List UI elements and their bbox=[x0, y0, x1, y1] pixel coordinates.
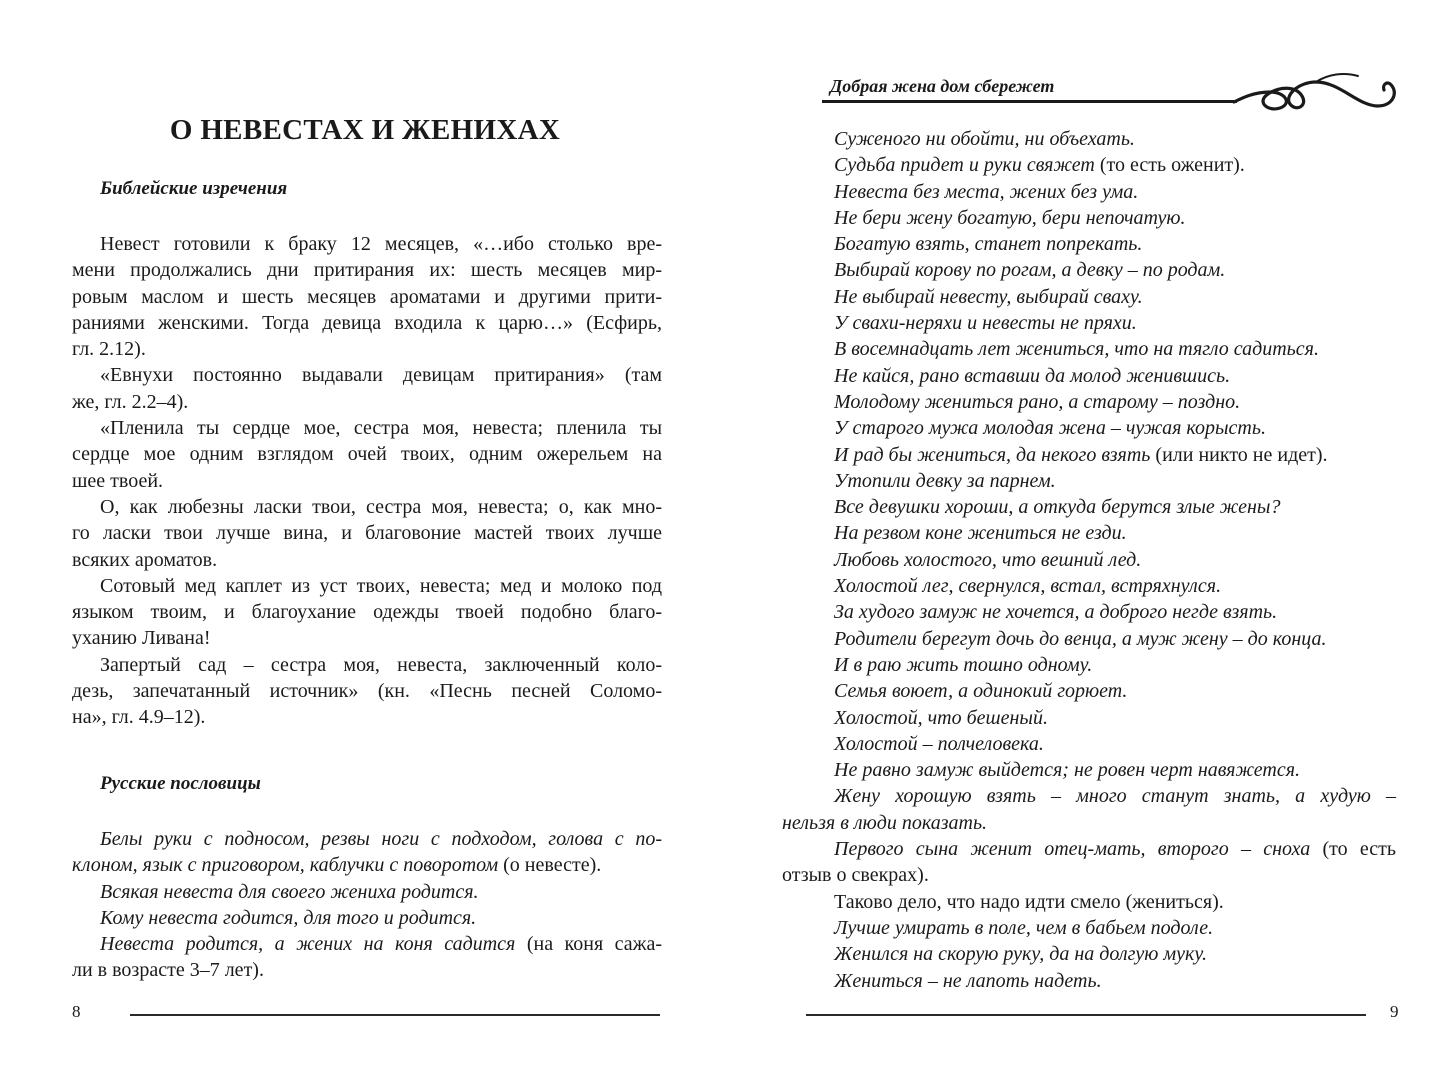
proverb-note: ли в возрасте 3–7 лет). bbox=[72, 959, 264, 982]
text-line: О, как любезны ласки твои, сестра моя, невеста; о, как мно- bbox=[100, 495, 662, 518]
text-line: на», гл. 4.9–12). bbox=[72, 706, 206, 729]
proverb-line bbox=[782, 862, 1396, 888]
proverb-text: Холостой лег, свернулся, встал, встряхнулся. bbox=[834, 575, 1222, 598]
proverb-text: клоном, язык с приговором, каблучки с поворотом bbox=[72, 854, 499, 877]
proverb-text: Невеста без места, жених без ума. bbox=[834, 180, 1139, 203]
proverb-text: И рад бы жениться, да некого взять bbox=[834, 443, 1151, 466]
proverb-line bbox=[806, 626, 1396, 652]
proverb-text: Невеста родится, а жених на коня садится bbox=[100, 933, 516, 956]
proverb-line bbox=[72, 826, 662, 852]
proverb-note: (то есть оженит). bbox=[1094, 154, 1245, 177]
proverb-line bbox=[806, 757, 1396, 783]
proverb-text: И в раю жить тошно одному. bbox=[834, 653, 1093, 676]
proverb-line bbox=[806, 915, 1396, 941]
proverb-text: Лучше умирать в поле, чем в бабьем подоле. bbox=[834, 916, 1214, 939]
page-number-left: 8 bbox=[72, 1002, 81, 1021]
proverb-text: Семья воюет, а одинокий горюет. bbox=[834, 680, 1128, 703]
proverb-text: За худого замуж не хочется, а доброго негде взять. bbox=[834, 601, 1278, 624]
proverb-note: (о невесте). bbox=[498, 854, 602, 877]
proverb-text: В восемнадцать лет жениться, что на тягло садиться. bbox=[834, 338, 1319, 361]
proverb-line bbox=[72, 931, 662, 957]
proverb-note: отзыв о свекрах). bbox=[782, 864, 929, 887]
text-line: раниями женскими. Тогда девица входила к царю…» (Есфирь, bbox=[72, 311, 662, 334]
text-line: го ласки твои лучше вина, и благовоние мастей твоих лучше bbox=[72, 522, 662, 545]
proverb-line bbox=[806, 363, 1396, 389]
proverb-line bbox=[782, 810, 1396, 836]
left-page bbox=[0, 0, 726, 1080]
proverb-line bbox=[806, 310, 1396, 336]
section-heading-bible: Библейские изречения bbox=[100, 178, 288, 199]
proverb-text: Утопили девку за парнем. bbox=[834, 469, 1056, 492]
proverb-text: Не бери жену богатую, бери непочатую. bbox=[834, 206, 1186, 229]
proverb-line bbox=[806, 442, 1396, 468]
proverb-line bbox=[806, 599, 1396, 625]
proverb-line bbox=[806, 494, 1396, 520]
text-line: дезь, запечатанный источник» (кн. «Песнь песней Соломо- bbox=[72, 680, 662, 703]
proverb-line bbox=[806, 731, 1396, 757]
page-number-right: 9 bbox=[1390, 1002, 1399, 1021]
proverb-line bbox=[806, 152, 1396, 178]
text-line: уханию Ливана! bbox=[72, 627, 211, 650]
text-line: ровым маслом и шесть месяцев ароматами и другими прити- bbox=[72, 285, 662, 308]
proverb-note: (то есть bbox=[1310, 838, 1396, 861]
proverb-line bbox=[806, 783, 1396, 809]
proverb-line bbox=[806, 284, 1396, 310]
proverb-text: Жениться – не лапоть надеть. bbox=[834, 969, 1102, 992]
proverb-note: (или никто не идет). bbox=[1150, 443, 1328, 466]
proverb-text: Выбирай корову по рогам, а девку – по родам. bbox=[834, 259, 1226, 282]
proverb-line bbox=[806, 652, 1396, 678]
proverb-text: Холостой, что бешеный. bbox=[834, 706, 1048, 729]
proverb-text: Не выбирай невесту, выбирай сваху. bbox=[834, 285, 1143, 308]
proverb-line bbox=[806, 257, 1396, 283]
footer-rule-right bbox=[806, 1014, 1366, 1016]
proverb-text: Холостой – полчеловека. bbox=[834, 732, 1044, 755]
text-line: же, гл. 2.2–4). bbox=[72, 390, 189, 413]
text-line: «Евнухи постоянно выдавали девицам притирания» (там bbox=[100, 364, 662, 387]
text-line: всяких ароматов. bbox=[72, 548, 218, 571]
proverb-text: Судьба придет и руки свяжет bbox=[834, 154, 1095, 177]
proverb-line bbox=[72, 957, 662, 983]
proverb-text: Молодому жениться рано, а старому – поздно. bbox=[834, 390, 1241, 413]
proverb-text: Не кайся, рано вставши да молод женившись. bbox=[834, 364, 1231, 387]
proverb-note: Таково дело, что надо идти смело (жениться). bbox=[834, 890, 1224, 913]
text-line: Невест готовили к браку 12 месяцев, «…ибо столько вре- bbox=[100, 233, 662, 255]
proverb-line bbox=[72, 879, 662, 905]
proverb-text: Кому невеста годится, для того и родится. bbox=[100, 906, 477, 929]
proverb-text: нельзя в люди показать. bbox=[782, 811, 988, 834]
proverb-line bbox=[72, 852, 662, 878]
text-line: Запертый сад – сестра моя, невеста, заключенный коло- bbox=[100, 653, 662, 676]
proverb-line bbox=[806, 205, 1396, 231]
text-line: Сотовый мед каплет из уст твоих, невеста; мед и молоко под bbox=[100, 574, 662, 597]
text-line: языком твоим, и благоухание одежды твоей подобно благо- bbox=[72, 601, 662, 624]
right-proverbs-block bbox=[782, 126, 1396, 994]
proverb-line bbox=[806, 889, 1396, 915]
left-proverbs-block bbox=[72, 826, 662, 984]
proverb-text: Любовь холостого, что вешний лед. bbox=[834, 548, 1142, 571]
proverb-line bbox=[806, 678, 1396, 704]
proverb-text: Суженого ни обойти, ни объехать. bbox=[834, 128, 1135, 150]
running-header: Добрая жена дом сбережет bbox=[830, 76, 1055, 96]
proverb-line bbox=[806, 126, 1396, 152]
proverb-line bbox=[806, 468, 1396, 494]
proverb-text: Белы руки с подносом, резвы ноги с подходом, голова с по- bbox=[100, 828, 662, 850]
text-line: «Пленила ты сердце мое, сестра моя, невеста; пленила ты bbox=[100, 417, 662, 440]
proverb-text: Всякая невеста для своего жениха родится. bbox=[100, 880, 479, 903]
proverb-text: У старого мужа молодая жена – чужая корысть. bbox=[834, 417, 1266, 440]
proverb-text: Женился на скорую руку, да на долгую муку. bbox=[834, 943, 1207, 966]
proverb-note: (на коня сажа- bbox=[515, 933, 662, 956]
proverb-line bbox=[806, 231, 1396, 257]
proverb-text: Жену хорошую взять – много станут знать, а худую – bbox=[834, 785, 1396, 808]
proverb-line bbox=[806, 389, 1396, 415]
proverb-line bbox=[806, 705, 1396, 731]
text-line: мени продолжались дни притирания их: шесть месяцев мир- bbox=[72, 259, 662, 282]
flourish-ornament-icon bbox=[1232, 68, 1400, 112]
proverb-text: Все девушки хороши, а откуда берутся злые жены? bbox=[834, 496, 1281, 519]
header-rule bbox=[822, 100, 1237, 103]
text-line: сердце мое одним взглядом очей твоих, одним ожерельем на bbox=[72, 443, 662, 466]
proverb-line bbox=[806, 547, 1396, 573]
right-page bbox=[726, 0, 1453, 1080]
chapter-title: О НЕВЕСТАХ И ЖЕНИХАХ bbox=[169, 114, 561, 146]
proverb-text: На резвом коне жениться не езди. bbox=[834, 522, 1127, 545]
proverb-line bbox=[806, 836, 1396, 862]
proverb-text: Родители берегут дочь до венца, а муж жену – до конца. bbox=[834, 627, 1327, 650]
section-heading-proverbs: Русские пословицы bbox=[100, 773, 261, 794]
proverb-line bbox=[72, 905, 662, 931]
proverb-text: У свахи-неряхи и невесты не пряхи. bbox=[834, 312, 1137, 335]
text-line: шее твоей. bbox=[72, 469, 164, 492]
proverb-text: Первого сына женит отец-мать, второго – сноха bbox=[834, 838, 1311, 861]
proverb-line bbox=[806, 968, 1396, 994]
bible-quotes-block bbox=[72, 231, 662, 731]
text-line: гл. 2.12). bbox=[72, 338, 146, 361]
proverb-line bbox=[806, 336, 1396, 362]
proverb-text: Не равно замуж выйдется; не ровен черт навяжется. bbox=[834, 759, 1301, 782]
proverb-line bbox=[806, 573, 1396, 599]
proverb-line bbox=[806, 179, 1396, 205]
proverb-text: Богатую взять, станет попрекать. bbox=[834, 233, 1143, 256]
footer-rule-left bbox=[130, 1014, 660, 1016]
proverb-line bbox=[806, 520, 1396, 546]
proverb-line bbox=[806, 941, 1396, 967]
proverb-line bbox=[806, 415, 1396, 441]
